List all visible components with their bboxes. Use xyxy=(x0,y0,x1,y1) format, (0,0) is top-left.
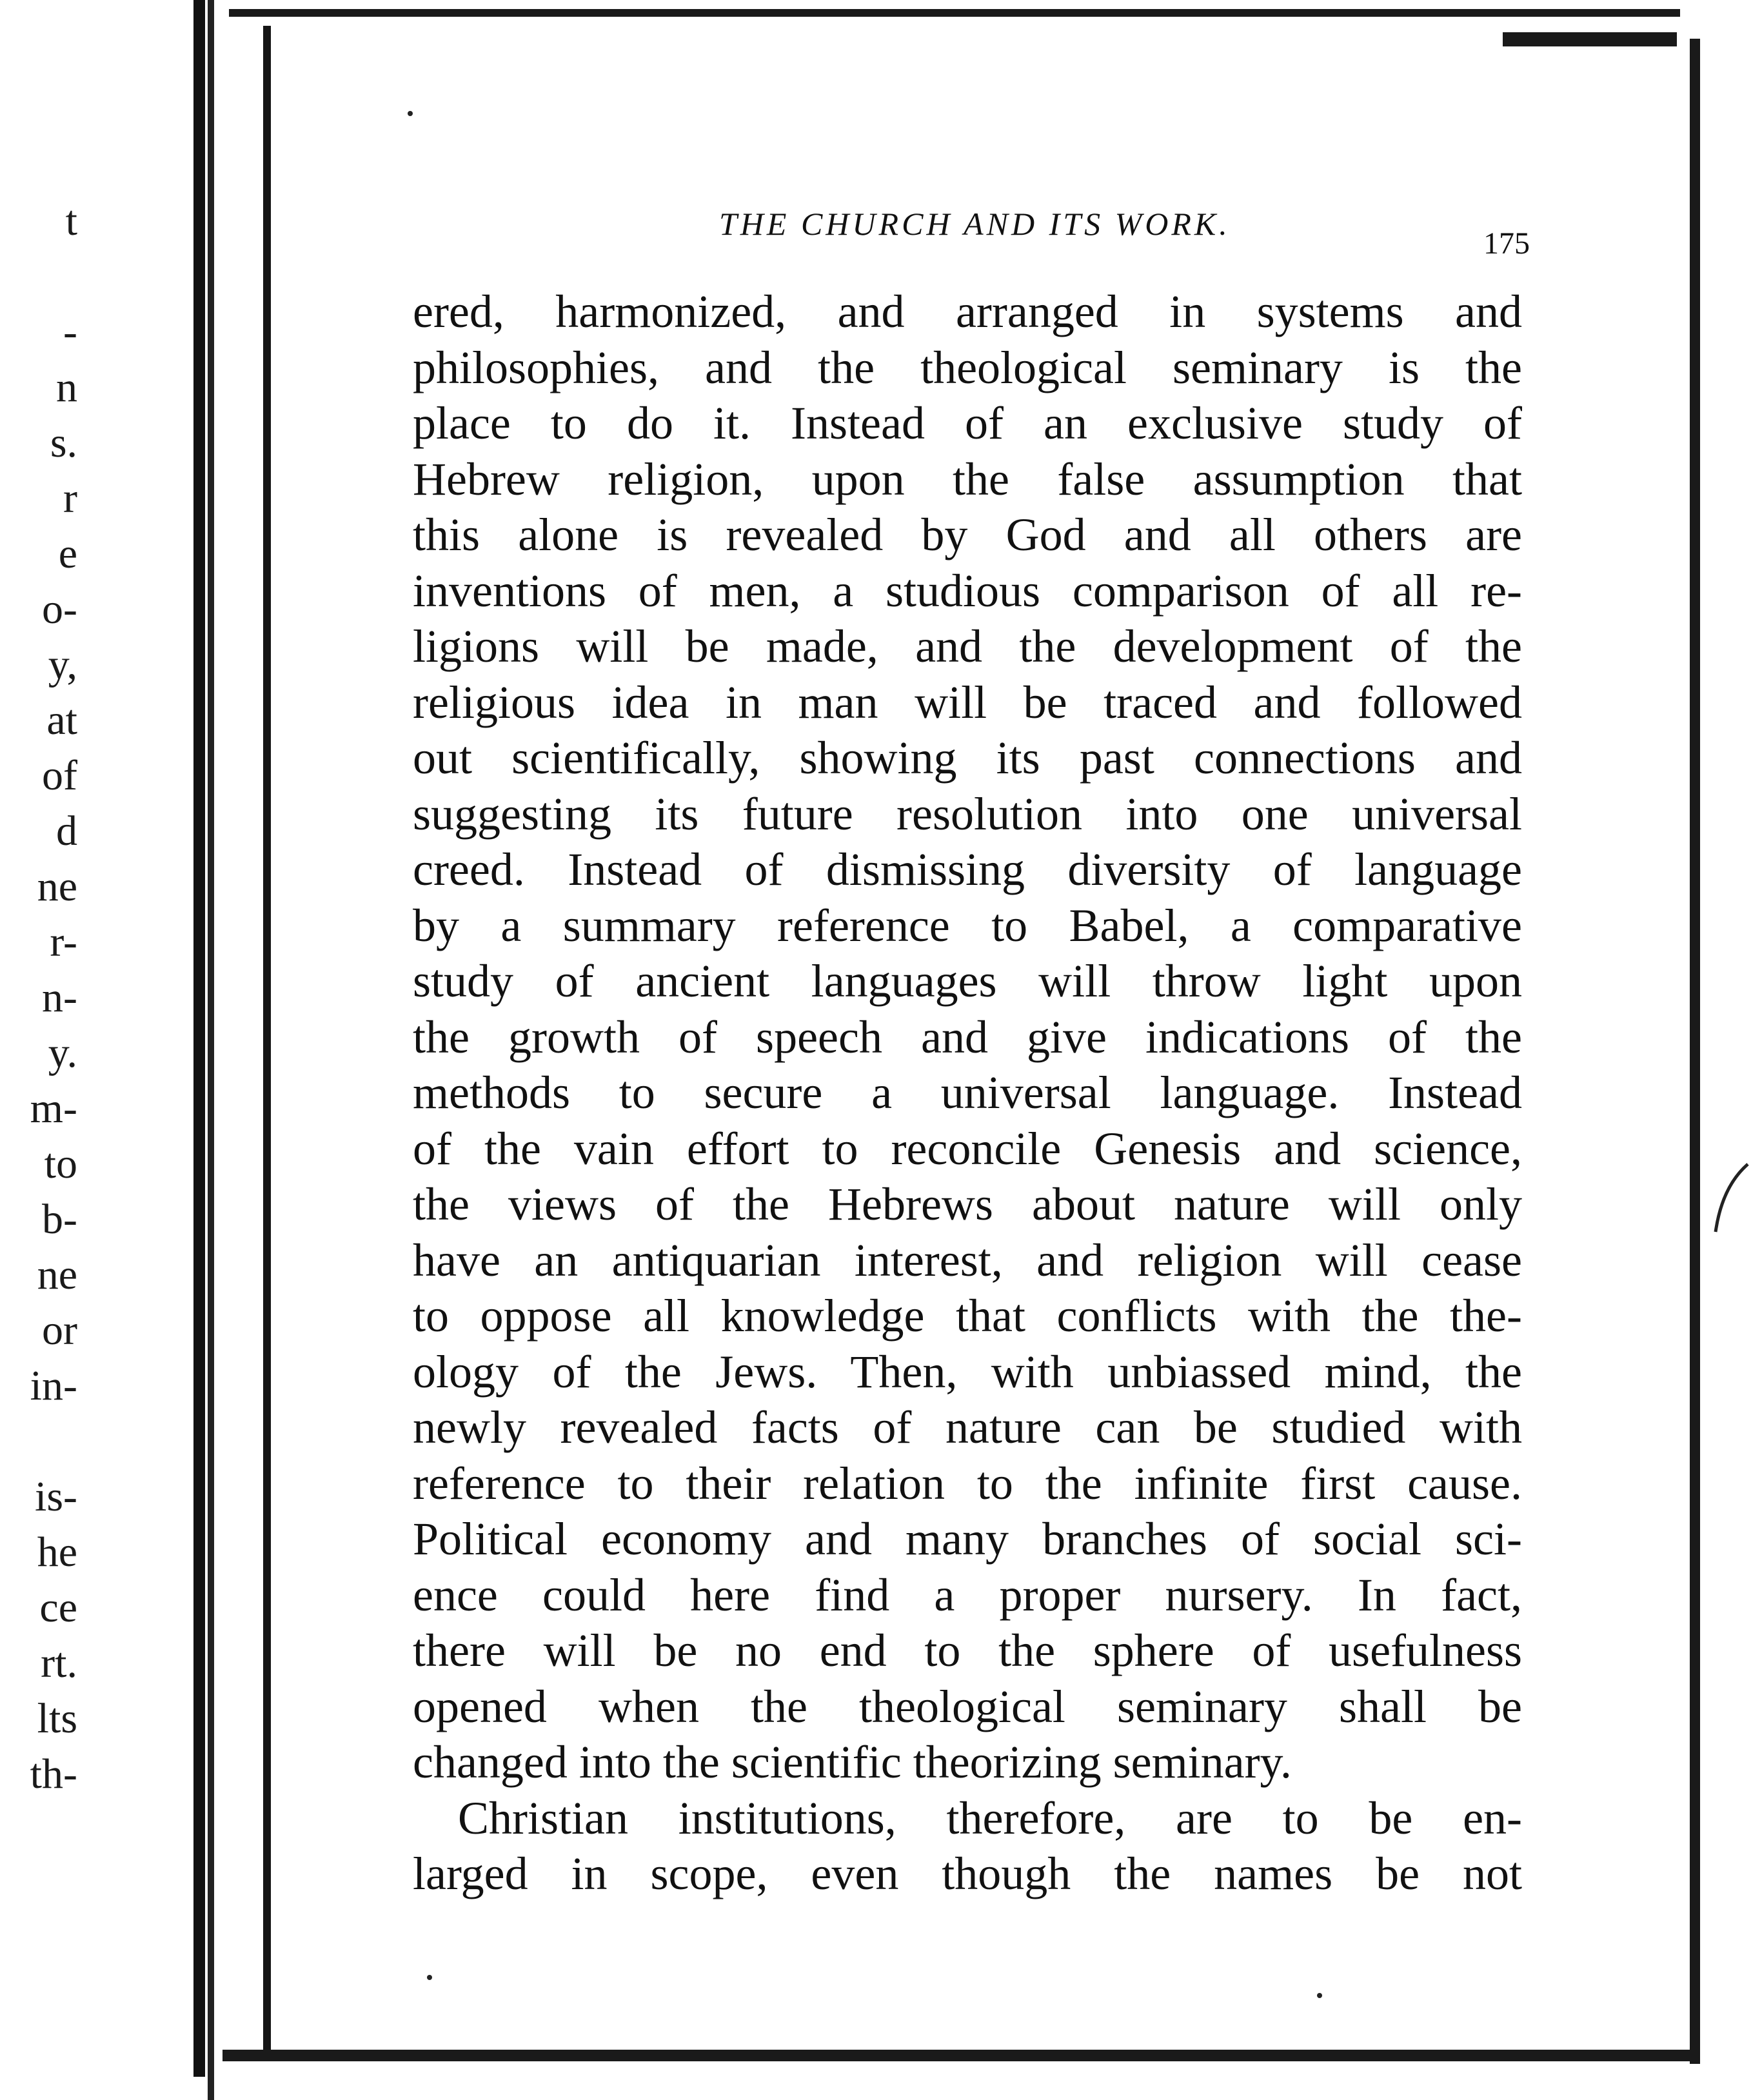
text-line: out scientifically, showing its past connections and xyxy=(413,732,1522,784)
text-line: ered, harmonized, and arranged in systems and xyxy=(413,286,1522,337)
left-fragment: e xyxy=(58,530,77,577)
left-fragment: n- xyxy=(42,974,77,1021)
page-top-edge-corner xyxy=(1503,32,1677,46)
gutter-edge xyxy=(208,0,214,2100)
left-fragment: rt. xyxy=(41,1639,77,1687)
text-line: ence could here find a proper nursery. In fact, xyxy=(413,1569,1522,1621)
text-line: creed. Instead of dismissing diversity of language xyxy=(413,844,1522,895)
page-top-edge xyxy=(229,9,1680,17)
left-fragment: b- xyxy=(42,1196,77,1243)
left-fragment: r- xyxy=(50,918,77,966)
scan-speck xyxy=(408,111,413,116)
paragraph-end-line: changed into the scientific theorizing seminary. xyxy=(413,1736,1292,1788)
text-line: there will be no end to the sphere of usefulness xyxy=(413,1625,1522,1676)
text-line: to oppose all knowledge that conflicts with the the- xyxy=(413,1290,1522,1342)
left-fragment: n xyxy=(56,364,77,411)
text-line: philosophies, and the theological seminary is the xyxy=(413,341,1522,393)
text-line: Political economy and many branches of social sci- xyxy=(413,1513,1522,1565)
text-line: ology of the Jews. Then, with unbiassed mind, the xyxy=(413,1345,1522,1398)
scan-speck xyxy=(1317,1993,1322,1998)
left-fragment: ne xyxy=(37,1251,77,1298)
left-fragment: at xyxy=(46,697,77,744)
gutter-shadow xyxy=(193,0,205,2077)
left-fragment: he xyxy=(37,1529,77,1576)
left-fragment: ce xyxy=(39,1584,77,1631)
left-fragment: ne xyxy=(37,863,77,910)
running-head: THE CHURCH AND ITS WORK. xyxy=(719,206,1231,242)
left-fragment xyxy=(0,1414,77,1469)
left-fragment: y, xyxy=(48,641,77,688)
text-line: of the vain effort to reconcile Genesis and science, xyxy=(413,1122,1522,1174)
left-fragment: d xyxy=(56,807,77,855)
left-fragment: is- xyxy=(35,1473,77,1520)
left-fragment: lts xyxy=(37,1695,77,1742)
text-line: ligions will be made, and the development of the xyxy=(413,620,1522,672)
left-fragment: - xyxy=(63,308,77,355)
text-line: opened when the theological seminary shall be xyxy=(413,1680,1522,1732)
page-body-text xyxy=(413,284,1522,1902)
left-fragment: o- xyxy=(42,586,77,633)
page-left-edge xyxy=(263,26,271,2057)
text-line: have an antiquarian interest, and religion will cease xyxy=(413,1234,1522,1286)
text-line: suggesting its future resolution into one universal xyxy=(413,788,1522,840)
text-line: study of ancient languages will throw light upon xyxy=(413,955,1522,1007)
text-line: religious idea in man will be traced and followed xyxy=(413,676,1522,728)
left-fragment: s. xyxy=(50,419,77,466)
text-line: the views of the Hebrews about nature will only xyxy=(413,1178,1522,1230)
left-fragment: th- xyxy=(30,1750,77,1798)
left-page-line-fragments xyxy=(0,193,77,1802)
text-line: reference to their relation to the infinite first cause. xyxy=(413,1457,1522,1509)
page-bottom-edge xyxy=(223,2050,1699,2061)
left-fragment: or xyxy=(42,1307,77,1354)
left-fragment: m- xyxy=(30,1085,77,1132)
page-number: 175 xyxy=(1483,226,1530,261)
text-line: this alone is revealed by God and all others are xyxy=(413,509,1522,560)
left-fragment: t xyxy=(65,197,77,244)
left-fragment xyxy=(0,249,77,304)
text-line: by a summary reference to Babel, a comparative xyxy=(413,899,1522,951)
left-facing-page xyxy=(0,0,200,2100)
left-fragment: y. xyxy=(48,1029,77,1076)
left-fragment: r xyxy=(63,475,77,522)
text-line: newly revealed facts of nature can be studied with xyxy=(413,1402,1522,1453)
text-line: larged in scope, even though the names be not xyxy=(413,1848,1522,1899)
paragraph-start-line: Christian institutions, therefore, are to be en- xyxy=(458,1792,1522,1844)
text-line: inventions of men, a studious comparison of all re- xyxy=(413,564,1522,617)
left-fragment: in- xyxy=(30,1362,77,1409)
text-line: place to do it. Instead of an exclusive study of xyxy=(413,397,1522,449)
text-line: methods to secure a universal language. Instead xyxy=(413,1067,1522,1118)
scan-speck xyxy=(427,1975,432,1980)
text-line: Hebrew religion, upon the false assumption that xyxy=(413,453,1522,505)
text-line: the growth of speech and give indications of the xyxy=(413,1011,1522,1063)
page-right-edge xyxy=(1690,39,1700,2064)
left-fragment: of xyxy=(42,752,77,799)
page-edge-curl-mark xyxy=(1709,1161,1754,1238)
left-fragment: to xyxy=(44,1140,77,1187)
